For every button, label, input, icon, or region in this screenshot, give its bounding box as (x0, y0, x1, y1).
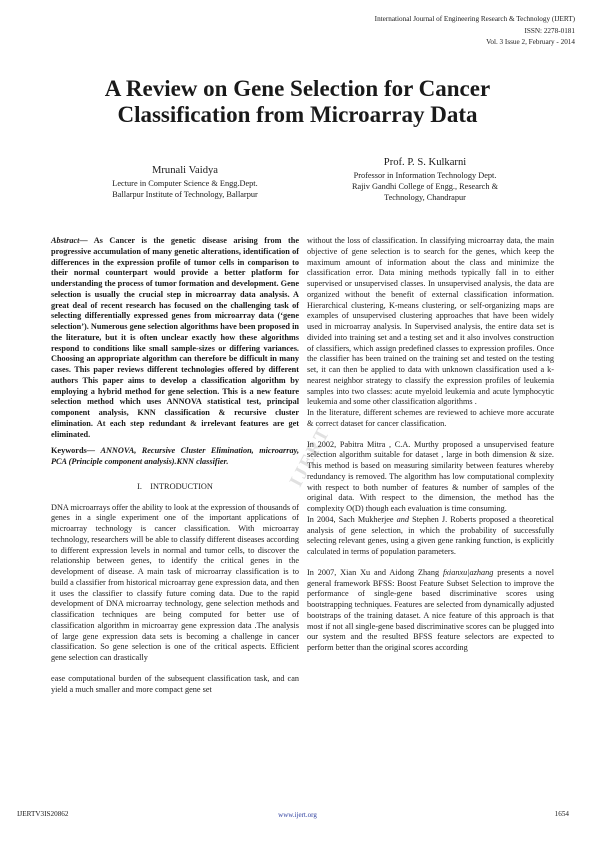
intro-paragraph-1: DNA microarrays offer the ability to look at the expression of thousands of genes in a single experiment one of the important applications of microarray technology is cancer classification. With microarray technology, researchers will be able to classify different diseases according to different expression levels in normal and tumor cells, to discover the relationship between genes, to identify the critical genes in the development of disease. A main task of microarray classification is to build a classifier from historical microarray gene expression data, and then it uses the classifier to classify future coming data. Due to the rapid development of DNA microarray technology, gene selection methods and classification techniques are being computed for better use of classification algorithm in microarray gene expression data .The analysis of large gene expression data sets is becoming a challenge in cancer classification. So gene selection is one of the critical aspects. Efficient gene selection can drastically (51, 502, 299, 662)
author-affiliation: Professor in Information Technology Dept. (353, 171, 497, 180)
intro-paragraph-2: ease computational burden of the subsequent classification task, and can yield a much smaller and more compact gene set (51, 673, 299, 694)
author-affiliation: Lecture in Computer Science & Engg.Dept. (112, 179, 258, 188)
p5-italic: fxianxu|azhang (442, 567, 494, 577)
p4-and: and (396, 514, 410, 524)
footer-url-link[interactable]: www.ijert.org (278, 811, 317, 819)
title-line-2: Classification from Microarray Data (117, 102, 478, 127)
journal-header (275, 14, 575, 49)
body-paragraph-3: In 2002, Pabitra Mitra , C.A. Murthy proposed a unsupervised feature selection algorithm suitable for dataset , large in both dimension & size. This method is based on measuring similarity between features whereby redundancy is removed. The algorithm has low computational complexity with respect to both number of features & number of samples of the original data. With respect to the dimension, the method has the complexity O(D) though each evaluation is time consuming. (307, 439, 554, 513)
right-column (307, 236, 554, 654)
body-paragraph-2: In the literature, different schemes are reviewed to achieve more accurate & correct dataset for cancer classification. (307, 408, 554, 428)
author-affiliation: Technology, Chandrapur (384, 193, 466, 202)
body-paragraph-1: without the loss of classification. In classifying microarray data, the main objective of gene selection is to search for the genes, which keep the maximum amount of information about the class and minimize the classification error. Data mining methods typically fall in to either supervised or unsupervised classes. In unsupervised analysis, the data are organized without the benefit of external classification information. Hierarchical clustering, K-means clustering, or self-organizing maps are examples of unsupervised clustering approaches that have been widely used in microarray analysis. In Supervised analysis, the entire data set is divided into training set and a testing set and it also involves construction of classifiers, which assign predefined classes to expression profiles. Once the classifier has been trained on the training set and tested on the testing set, it can then be applied to data with unknown classification used a k-nearest neighbor strategy to classify the expression profiles of leukemia samples into two classes: acute myeloid leukemia and acute lymphocytic leukemia and some other classification algorithms . (307, 236, 554, 407)
section-number: I. (137, 481, 142, 491)
keywords-text: ANNOVA, Recursive Cluster Elimination, microarray, PCA (Principle component analysis).KNN classifier. (51, 446, 300, 466)
abstract (51, 236, 299, 440)
title-line-1: A Review on Gene Selection for Cancer (104, 76, 491, 101)
keywords (51, 446, 299, 468)
section-title-rest: NTRODUCTION (152, 481, 213, 491)
author-block-2 (320, 156, 530, 203)
keywords-label: Keywords— (51, 446, 95, 456)
author-affiliation: Rajiv Gandhi College of Engg., Research & (351, 182, 499, 191)
abstract-label: Abstract (51, 236, 80, 245)
author-name: Prof. P. S. Kulkarni (383, 157, 467, 168)
body-paragraph-4 (307, 515, 554, 558)
p4-start: In 2004, Sach Mukherjee (307, 514, 397, 524)
p5-start: In 2007, Xian Xu and Aidong Zhang (307, 567, 443, 577)
watermark: IJERT (285, 423, 335, 491)
section-heading-introduction (51, 482, 299, 493)
p5-end: presents a novel general framework BFSS: Boost Feature Subset Selection to improve the performance of single-gene based discriminative scores using bootstrapping techniques. Features are selected from dynamically adjusted bootstraps of the training dataset. A nice feature of this approach is that most if not all single-gene based discriminative scores can be plugged into our system and the resulted BFSS feature selectors are expected to perform better than the original scores according (307, 567, 554, 652)
footer-paper-id: IJERTV3IS20862 (17, 810, 69, 818)
journal-name: International Journal of Engineering Research & Technology (IJERT) (374, 15, 575, 23)
body-paragraph-5 (307, 568, 554, 654)
author-affiliation: Ballarpur Institute of Technology, Ballarpur (112, 190, 258, 199)
p4-end: Stephen J. Roberts proposed a theoretical analysis of gene selection, in which the probability of successfully selecting relevant genes, using a given gene ranking function, is explicitly calculated in terms of population parameters. (307, 514, 554, 556)
journal-volume: Vol. 3 Issue 2, February - 2014 (486, 38, 575, 46)
footer-page-number: 1654 (554, 810, 569, 818)
paper-title (60, 76, 535, 128)
journal-issn: ISSN: 2278-0181 (524, 26, 575, 35)
left-column (51, 236, 299, 695)
author-block-1 (60, 164, 310, 200)
abstract-text: — As Cancer is the genetic disease arising from the progressive accumulation of many genetic alterations, identification of differences in the expression profile of tumor cells in comparison to their normal counterpart would provide a better platform for understanding the process of tumor formation and development. Gene selection is usually the crucial step in microarray data analysis. A great deal of recent research has focused on the challenging task of selecting differentially expressed genes from microarray data (‘gene selection’). Numerous gene selection algorithms have been proposed in the literature, but it is often unclear exactly how these algorithms respond to conditions like small sample-sizes or differing variances. Choosing an appropriate algorithm can therefore be difficult in many cases. This paper reviews different technologies offered by different authors This paper aims to develop a classification algorithm by employing a hybrid method for gene selection. This is a new feature selection method which uses ANNOVA statistical test, principal component analysis, KNN classification & recursive cluster elimination. At each step redundant & irrelevant features are get eliminated. (51, 236, 299, 439)
section-initial: I (150, 481, 153, 491)
author-name: Mrunali Vaidya (151, 165, 218, 176)
